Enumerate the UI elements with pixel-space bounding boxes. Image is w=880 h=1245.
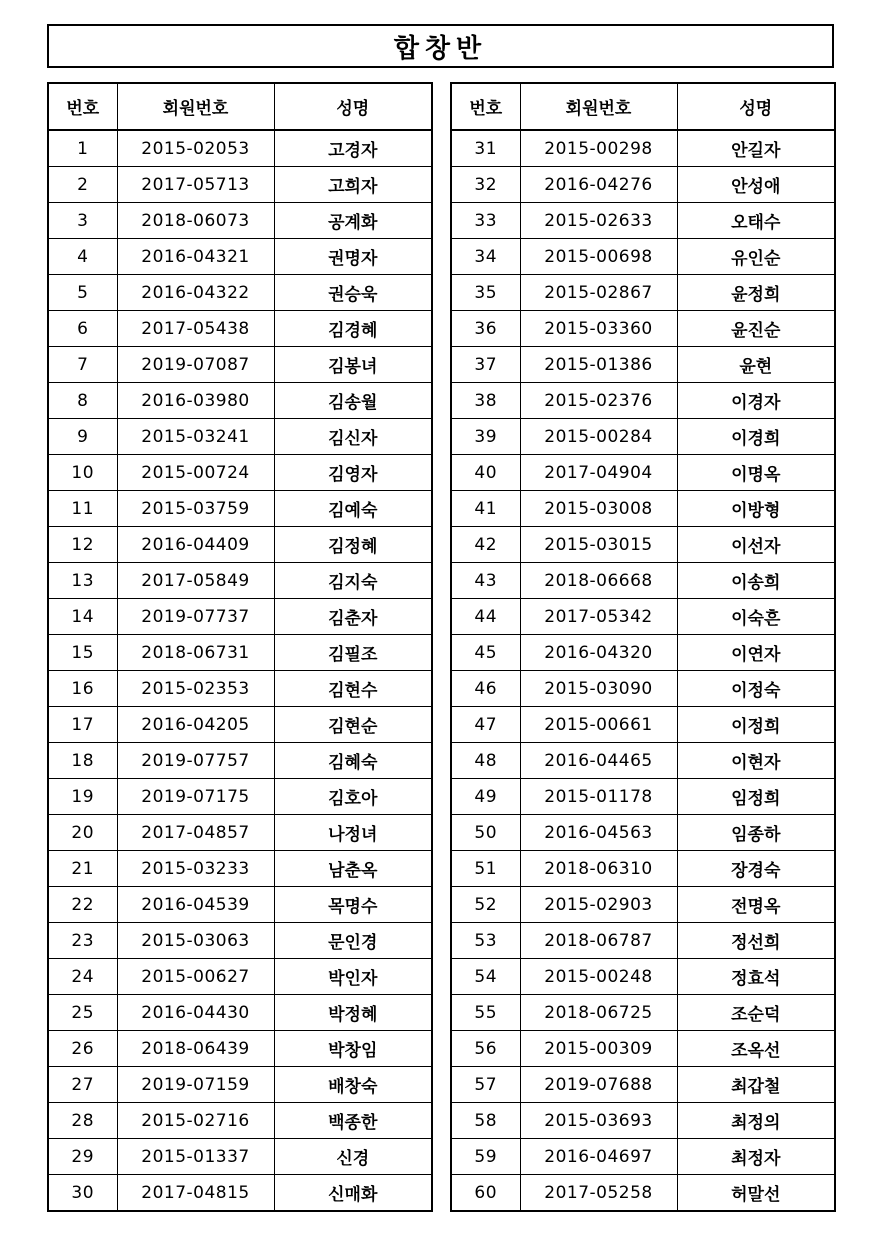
member-id: 2017-04815 — [117, 1175, 274, 1212]
row-number: 19 — [48, 779, 117, 815]
member-name: 유인순 — [677, 239, 835, 275]
row-number: 34 — [451, 239, 520, 275]
row-number: 47 — [451, 707, 520, 743]
table-row — [451, 311, 835, 347]
member-id: 2015-03233 — [117, 851, 274, 887]
member-name: 배창숙 — [274, 1067, 432, 1103]
member-id: 2015-02903 — [520, 887, 677, 923]
row-number: 39 — [451, 419, 520, 455]
member-name: 임종하 — [677, 815, 835, 851]
table-row — [451, 707, 835, 743]
table-row — [451, 1139, 835, 1175]
member-id: 2016-03980 — [117, 383, 274, 419]
member-name: 이방형 — [677, 491, 835, 527]
member-name: 박인자 — [274, 959, 432, 995]
table-row — [48, 1139, 432, 1175]
row-number: 59 — [451, 1139, 520, 1175]
row-number: 28 — [48, 1103, 117, 1139]
member-id: 2018-06787 — [520, 923, 677, 959]
row-number: 54 — [451, 959, 520, 995]
member-id: 2015-03693 — [520, 1103, 677, 1139]
row-number: 15 — [48, 635, 117, 671]
header-row — [451, 83, 835, 130]
member-name: 조순덕 — [677, 995, 835, 1031]
row-number: 44 — [451, 599, 520, 635]
row-number: 6 — [48, 311, 117, 347]
row-number: 18 — [48, 743, 117, 779]
member-name: 이현자 — [677, 743, 835, 779]
member-id: 2015-00309 — [520, 1031, 677, 1067]
member-name: 이송희 — [677, 563, 835, 599]
table-row — [48, 959, 432, 995]
member-id: 2015-03090 — [520, 671, 677, 707]
row-number: 48 — [451, 743, 520, 779]
member-name: 김송월 — [274, 383, 432, 419]
member-name: 윤진순 — [677, 311, 835, 347]
member-id: 2018-06725 — [520, 995, 677, 1031]
row-number: 5 — [48, 275, 117, 311]
member-id: 2016-04205 — [117, 707, 274, 743]
row-number: 8 — [48, 383, 117, 419]
table-row — [451, 743, 835, 779]
member-name: 김예숙 — [274, 491, 432, 527]
row-number: 41 — [451, 491, 520, 527]
row-number: 53 — [451, 923, 520, 959]
member-name: 김지숙 — [274, 563, 432, 599]
member-id: 2018-06668 — [520, 563, 677, 599]
member-id: 2015-02633 — [520, 203, 677, 239]
row-number: 31 — [451, 130, 520, 167]
row-number: 37 — [451, 347, 520, 383]
table-row — [48, 599, 432, 635]
member-id: 2015-02716 — [117, 1103, 274, 1139]
member-name: 신매화 — [274, 1175, 432, 1212]
table-row — [451, 995, 835, 1031]
member-name: 김필조 — [274, 635, 432, 671]
member-name: 김혜숙 — [274, 743, 432, 779]
member-name: 김정혜 — [274, 527, 432, 563]
row-number: 58 — [451, 1103, 520, 1139]
member-id: 2015-00661 — [520, 707, 677, 743]
table-row — [451, 455, 835, 491]
roster-table-right — [450, 82, 836, 1212]
member-name: 박창임 — [274, 1031, 432, 1067]
roster-body-right — [451, 130, 835, 1211]
member-name: 안성애 — [677, 167, 835, 203]
row-number: 11 — [48, 491, 117, 527]
member-id: 2015-03360 — [520, 311, 677, 347]
table-row — [48, 671, 432, 707]
row-number: 22 — [48, 887, 117, 923]
table-row — [48, 1175, 432, 1212]
table-row — [451, 887, 835, 923]
row-number: 43 — [451, 563, 520, 599]
row-number: 51 — [451, 851, 520, 887]
row-number: 30 — [48, 1175, 117, 1212]
member-name: 김영자 — [274, 455, 432, 491]
table-row — [48, 707, 432, 743]
row-number: 60 — [451, 1175, 520, 1212]
member-id: 2015-00698 — [520, 239, 677, 275]
row-number: 40 — [451, 455, 520, 491]
member-name: 김봉녀 — [274, 347, 432, 383]
member-name: 최갑철 — [677, 1067, 835, 1103]
member-name: 김경혜 — [274, 311, 432, 347]
member-id: 2018-06731 — [117, 635, 274, 671]
row-number: 36 — [451, 311, 520, 347]
member-id: 2016-04465 — [520, 743, 677, 779]
table-row — [48, 383, 432, 419]
table-row — [451, 275, 835, 311]
header-member-id: 회원번호 — [117, 83, 274, 130]
header-name: 성명 — [274, 83, 432, 130]
member-name: 김호아 — [274, 779, 432, 815]
member-id: 2018-06073 — [117, 203, 274, 239]
row-number: 23 — [48, 923, 117, 959]
row-number: 17 — [48, 707, 117, 743]
page-title: 합창반 — [393, 33, 488, 64]
table-row — [451, 383, 835, 419]
member-name: 권승욱 — [274, 275, 432, 311]
member-name: 이숙흔 — [677, 599, 835, 635]
table-row — [451, 1175, 835, 1212]
table-row — [48, 923, 432, 959]
table-row — [451, 419, 835, 455]
member-id: 2017-05849 — [117, 563, 274, 599]
member-id: 2016-04697 — [520, 1139, 677, 1175]
member-id: 2015-03241 — [117, 419, 274, 455]
member-name: 이정희 — [677, 707, 835, 743]
table-row — [451, 203, 835, 239]
table-row — [48, 527, 432, 563]
member-id: 2016-04409 — [117, 527, 274, 563]
member-id: 2015-00248 — [520, 959, 677, 995]
table-row — [451, 130, 835, 167]
member-name: 고경자 — [274, 130, 432, 167]
row-number: 27 — [48, 1067, 117, 1103]
member-id: 2015-00284 — [520, 419, 677, 455]
row-number: 20 — [48, 815, 117, 851]
table-row — [451, 599, 835, 635]
row-number: 49 — [451, 779, 520, 815]
member-id: 2017-05258 — [520, 1175, 677, 1212]
row-number: 26 — [48, 1031, 117, 1067]
table-row — [451, 491, 835, 527]
member-id: 2015-03008 — [520, 491, 677, 527]
member-name: 오태수 — [677, 203, 835, 239]
member-id: 2017-04857 — [117, 815, 274, 851]
table-row — [451, 563, 835, 599]
row-number: 9 — [48, 419, 117, 455]
member-name: 박정혜 — [274, 995, 432, 1031]
member-id: 2015-02867 — [520, 275, 677, 311]
member-name: 안길자 — [677, 130, 835, 167]
member-id: 2016-04320 — [520, 635, 677, 671]
member-id: 2015-00627 — [117, 959, 274, 995]
member-id: 2017-04904 — [520, 455, 677, 491]
member-id: 2015-01337 — [117, 1139, 274, 1175]
member-name: 전명옥 — [677, 887, 835, 923]
member-id: 2019-07737 — [117, 599, 274, 635]
table-row — [451, 167, 835, 203]
table-row — [451, 923, 835, 959]
row-number: 12 — [48, 527, 117, 563]
member-id: 2018-06439 — [117, 1031, 274, 1067]
row-number: 7 — [48, 347, 117, 383]
member-name: 남춘옥 — [274, 851, 432, 887]
table-row — [48, 455, 432, 491]
row-number: 57 — [451, 1067, 520, 1103]
row-number: 50 — [451, 815, 520, 851]
roster-body-left — [48, 130, 432, 1211]
table-row — [48, 779, 432, 815]
header-number: 번호 — [451, 83, 520, 130]
member-id: 2016-04276 — [520, 167, 677, 203]
member-name: 장경숙 — [677, 851, 835, 887]
member-id: 2017-05713 — [117, 167, 274, 203]
member-name: 이명옥 — [677, 455, 835, 491]
member-id: 2016-04321 — [117, 239, 274, 275]
row-number: 52 — [451, 887, 520, 923]
member-id: 2019-07159 — [117, 1067, 274, 1103]
member-name: 김현순 — [274, 707, 432, 743]
member-name: 이정숙 — [677, 671, 835, 707]
row-number: 3 — [48, 203, 117, 239]
member-name: 이연자 — [677, 635, 835, 671]
row-number: 38 — [451, 383, 520, 419]
row-number: 24 — [48, 959, 117, 995]
member-id: 2015-02353 — [117, 671, 274, 707]
row-number: 46 — [451, 671, 520, 707]
row-number: 10 — [48, 455, 117, 491]
member-id: 2015-01178 — [520, 779, 677, 815]
member-id: 2015-00724 — [117, 455, 274, 491]
table-row — [451, 1067, 835, 1103]
table-row — [451, 815, 835, 851]
member-name: 정효석 — [677, 959, 835, 995]
member-name: 김신자 — [274, 419, 432, 455]
header-member-id: 회원번호 — [520, 83, 677, 130]
row-number: 13 — [48, 563, 117, 599]
table-row — [451, 347, 835, 383]
member-name: 이경희 — [677, 419, 835, 455]
table-row — [48, 815, 432, 851]
member-id: 2015-02376 — [520, 383, 677, 419]
table-row — [451, 239, 835, 275]
roster-table-left — [47, 82, 433, 1212]
member-name: 문인경 — [274, 923, 432, 959]
member-id: 2015-00298 — [520, 130, 677, 167]
table-row — [48, 419, 432, 455]
member-id: 2015-03063 — [117, 923, 274, 959]
table-row — [451, 959, 835, 995]
member-name: 이경자 — [677, 383, 835, 419]
member-name: 목명수 — [274, 887, 432, 923]
member-name: 김춘자 — [274, 599, 432, 635]
table-row — [48, 167, 432, 203]
table-row — [48, 1103, 432, 1139]
member-name: 고희자 — [274, 167, 432, 203]
member-name: 이선자 — [677, 527, 835, 563]
member-name: 조옥선 — [677, 1031, 835, 1067]
table-row — [48, 239, 432, 275]
table-row — [451, 671, 835, 707]
row-number: 56 — [451, 1031, 520, 1067]
member-name: 임정희 — [677, 779, 835, 815]
header-number: 번호 — [48, 83, 117, 130]
member-id: 2016-04539 — [117, 887, 274, 923]
member-name: 나정녀 — [274, 815, 432, 851]
table-row — [451, 851, 835, 887]
table-row — [48, 563, 432, 599]
table-row — [48, 635, 432, 671]
member-name: 권명자 — [274, 239, 432, 275]
row-number: 14 — [48, 599, 117, 635]
row-number: 16 — [48, 671, 117, 707]
member-name: 공계화 — [274, 203, 432, 239]
member-id: 2019-07087 — [117, 347, 274, 383]
table-row — [451, 1103, 835, 1139]
row-number: 2 — [48, 167, 117, 203]
member-id: 2015-02053 — [117, 130, 274, 167]
table-row — [48, 743, 432, 779]
member-id: 2019-07757 — [117, 743, 274, 779]
title-box — [47, 24, 834, 68]
row-number: 32 — [451, 167, 520, 203]
table-row — [48, 130, 432, 167]
member-name: 허말선 — [677, 1175, 835, 1212]
table-row — [48, 275, 432, 311]
member-id: 2015-03759 — [117, 491, 274, 527]
member-id: 2015-03015 — [520, 527, 677, 563]
table-row — [451, 635, 835, 671]
table-row — [48, 347, 432, 383]
member-name: 최정자 — [677, 1139, 835, 1175]
table-row — [451, 1031, 835, 1067]
row-number: 21 — [48, 851, 117, 887]
table-row — [48, 311, 432, 347]
member-id: 2016-04322 — [117, 275, 274, 311]
row-number: 1 — [48, 130, 117, 167]
table-row — [48, 995, 432, 1031]
member-name: 정선희 — [677, 923, 835, 959]
table-row — [48, 851, 432, 887]
member-name: 백종한 — [274, 1103, 432, 1139]
table-row — [48, 491, 432, 527]
row-number: 25 — [48, 995, 117, 1031]
member-id: 2016-04563 — [520, 815, 677, 851]
member-name: 신경 — [274, 1139, 432, 1175]
row-number: 4 — [48, 239, 117, 275]
row-number: 35 — [451, 275, 520, 311]
member-id: 2017-05342 — [520, 599, 677, 635]
table-row — [451, 779, 835, 815]
member-name: 김현수 — [274, 671, 432, 707]
member-id: 2017-05438 — [117, 311, 274, 347]
table-row — [451, 527, 835, 563]
member-id: 2019-07175 — [117, 779, 274, 815]
table-row — [48, 1067, 432, 1103]
member-id: 2015-01386 — [520, 347, 677, 383]
row-number: 29 — [48, 1139, 117, 1175]
member-id: 2016-04430 — [117, 995, 274, 1031]
member-name: 윤정희 — [677, 275, 835, 311]
table-row — [48, 203, 432, 239]
header-row — [48, 83, 432, 130]
row-number: 42 — [451, 527, 520, 563]
member-name: 최정의 — [677, 1103, 835, 1139]
header-name: 성명 — [677, 83, 835, 130]
member-name: 윤현 — [677, 347, 835, 383]
member-id: 2018-06310 — [520, 851, 677, 887]
row-number: 45 — [451, 635, 520, 671]
table-row — [48, 887, 432, 923]
table-row — [48, 1031, 432, 1067]
row-number: 55 — [451, 995, 520, 1031]
member-id: 2019-07688 — [520, 1067, 677, 1103]
row-number: 33 — [451, 203, 520, 239]
